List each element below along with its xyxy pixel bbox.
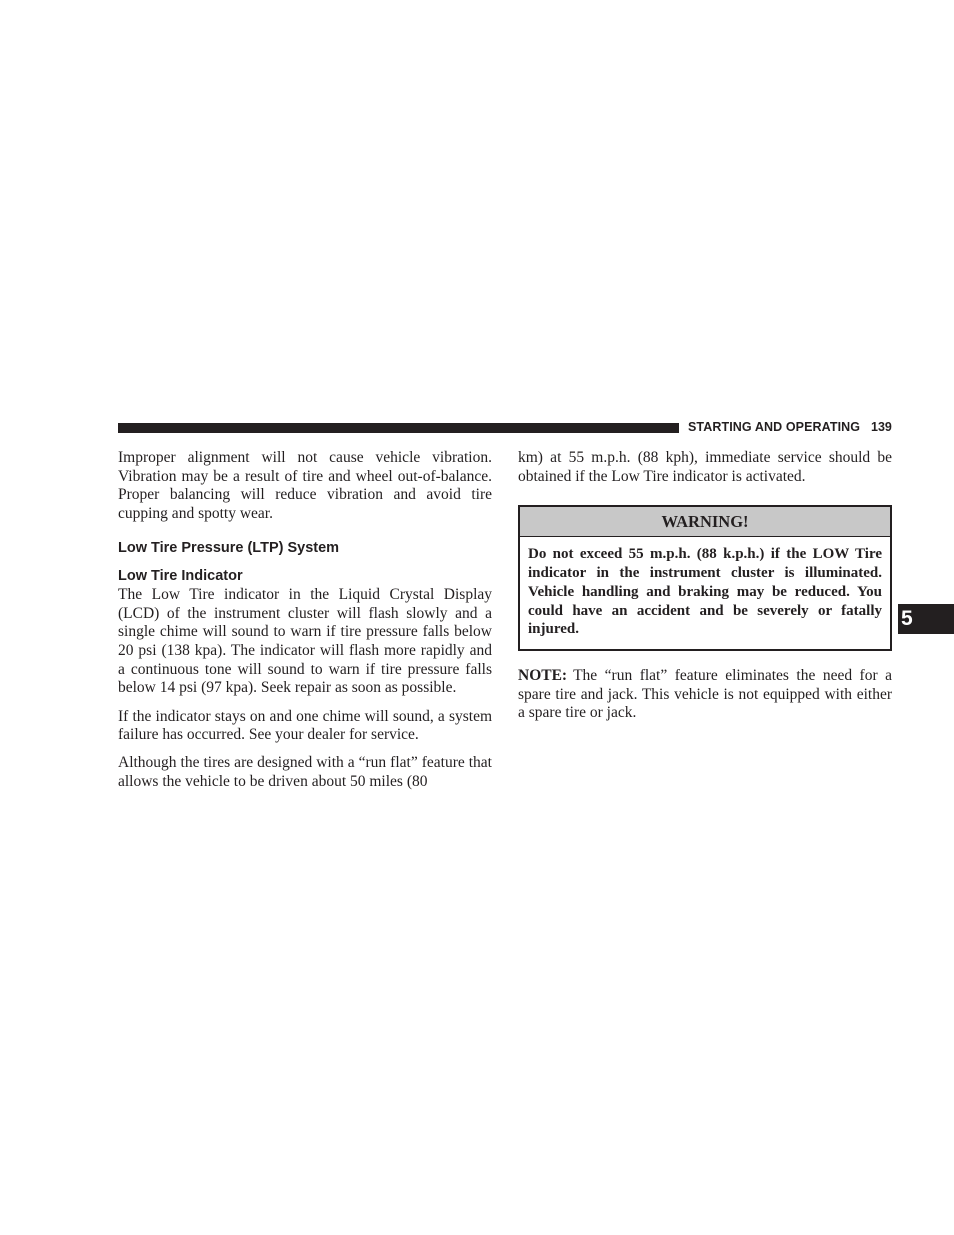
page-number: 139 — [871, 420, 892, 434]
warning-title: WARNING! — [520, 507, 890, 537]
intro-paragraph: Improper alignment will not cause vehicle vibration. Vibration may be a result of tire and wheel out-of-balance. Proper balancing will reduce vibration and avoid tire cupping and spotty wear. — [118, 449, 492, 523]
note-label: NOTE: — [518, 666, 568, 684]
body-paragraph: Although the tires are designed with a “run flat” feature that allows the vehicle to be driven about 50 miles (80 — [118, 754, 492, 791]
chapter-tab: 5 — [898, 604, 954, 634]
continued-paragraph: km) at 55 m.p.h. (88 kph), immediate service should be obtained if the Low Tire indicator is activated. — [518, 449, 892, 485]
note-text: The “run flat” feature eliminates the need for a spare tire and jack. This vehicle is not equipped with either a spare tire or jack. — [518, 666, 892, 722]
section-title: STARTING AND OPERATING — [688, 420, 861, 434]
warning-box — [518, 505, 892, 651]
body-paragraph: If the indicator stays on and one chime will sound, a system failure has occurred. See your dealer for service. — [118, 707, 492, 744]
header-rule — [118, 423, 679, 433]
section-heading: Low Tire Pressure (LTP) System — [118, 539, 340, 556]
warning-body: Do not exceed 55 m.p.h. (88 k.p.h.) if the LOW Tire indicator in the instrument cluster is illuminated. Vehicle handling and braking may be reduced. You could have an accident and be severely or fatally injured. — [528, 546, 882, 638]
subsection-heading: Low Tire Indicator — [118, 567, 243, 584]
right-column — [518, 449, 892, 723]
left-column — [118, 449, 492, 792]
note-paragraph — [518, 667, 892, 723]
body-paragraph: The Low Tire indicator in the Liquid Crystal Display (LCD) of the instrument cluster will flash slowly and a single chime will sound to warn if tire pressure falls below 20 psi (138 kpa). The indicator will flash more rapidly and a continuous tone will sound to warn if tire pressure falls below 14 psi (97 kpa). Seek repair as soon as possible. — [118, 585, 492, 697]
